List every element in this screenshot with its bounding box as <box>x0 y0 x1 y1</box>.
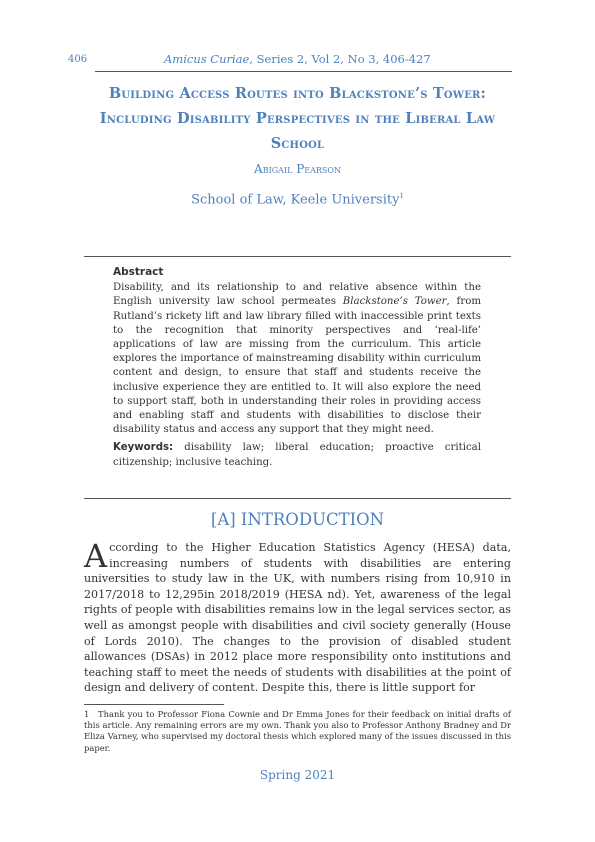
article-title: Building Access Routes into Blackstone’s Tower: Including Disability Perspectives in the Liberal Law School <box>99 85 496 152</box>
keywords-label: Keywords: <box>113 442 174 454</box>
page-number: 406 <box>68 54 88 65</box>
abstract-text-italic: Blackstone’s Tower <box>342 296 447 308</box>
author-affiliation <box>80 192 515 207</box>
footnote <box>84 709 511 754</box>
journal-name: Amicus Curiae <box>164 52 250 66</box>
keywords-list: disability law; liberal education; proactive critical citizenship; inclusive teaching. <box>113 442 481 468</box>
body-paragraph <box>84 537 511 696</box>
section-heading: [A] INTRODUCTION <box>210 510 385 529</box>
journal-volume-info: , Series 2, Vol 2, No 3, 406-427 <box>249 52 431 66</box>
abstract-text <box>113 281 481 437</box>
footnote-text: Thank you to Professor Fiona Cownie and Dr Emma Jones for their feedback on initial drafts of this article. Any remaining errors are my own. Thank you also to Professor Anthony Bradney and Dr Eliza Varney, who supervised my doctoral thesis which explored many of the issues discussed in this paper. <box>84 709 511 753</box>
keywords <box>113 441 481 469</box>
footnote-number: 1 <box>84 709 90 719</box>
footnote-marker: 1 <box>399 192 404 200</box>
footnote-rule <box>84 704 224 705</box>
abstract-text-part-1: Disability, and its relationship to and relative absence within the English university law school permeates <box>113 282 481 308</box>
abstract-bottom-rule <box>84 498 511 499</box>
header-rule <box>95 71 512 72</box>
journal-citation <box>164 52 431 66</box>
affiliation-text: School of Law, Keele University <box>191 192 400 208</box>
body-paragraph-text: ccording to the Higher Education Statistics Agency (HESA) data, increasing numbers of students with disabilities are entering universities to study law in the UK, with numbers rising from 10,910 in 2017/2018 to 12,295in 2018/2019 (HESA nd). Yet, awareness of the legal rights of people with disabilities remains low in the legal services sector, as well as amongst people with disabilities and civil society generally (House of Lords 2010). The changes to the provision of disabled student allowances (DSAs) in 2012 place more responsibility onto institutions and teaching staff to meet the needs of students with disabilities at the point of design and delivery of content. Despite this, there is little support for <box>84 541 511 695</box>
abstract-block <box>113 265 481 470</box>
article-author: Abigail Pearson <box>254 162 341 176</box>
abstract-text-part-2: , from Rutland’s rickety lift and law library filled with inaccessible print texts to the recognition that minority perspectives and ‘real-life’ applications of law are missing from the curriculum. This article explores the importance of mainstreaming disability within curriculum content and design, to ensure that staff and students receive the inclusive experience they are entitled to. It will also explore the need to support staff, both in understanding their roles in providing access and enabling staff and students with disabilities to disclose their disability status and access any support that they might need. <box>113 296 481 436</box>
page-footer: Spring 2021 <box>259 768 336 782</box>
running-header <box>68 54 511 70</box>
abstract-heading: Abstract <box>113 266 164 278</box>
abstract-top-rule <box>84 256 511 257</box>
drop-cap: A <box>84 537 108 575</box>
